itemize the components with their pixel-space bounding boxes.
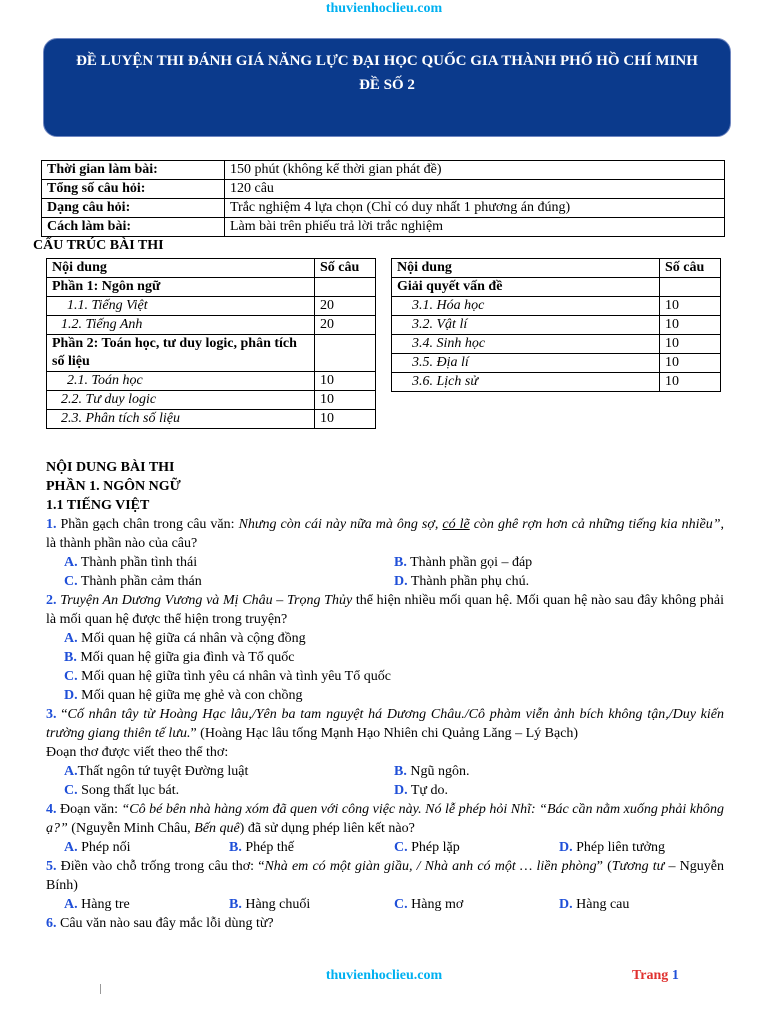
underlined-text: có lẽ — [442, 517, 470, 532]
exam-title: ĐỀ LUYỆN THI ĐÁNH GIÁ NĂNG LỰC ĐẠI HỌC QUỐC GIA THÀNH PHỐ HỒ CHÍ MINH — [76, 53, 698, 69]
table-row — [47, 372, 376, 391]
part-heading: Phần 1: Ngôn ngữ — [47, 278, 315, 297]
section-name: 3.6. Lịch sử — [392, 373, 660, 392]
col-header: Số câu — [660, 259, 721, 278]
question-count: 10 — [660, 373, 721, 392]
section-heading: 1.1 TIẾNG VIỆT — [46, 498, 150, 513]
col-header: Nội dung — [47, 259, 315, 278]
option-letter: C. — [64, 669, 78, 684]
question-text: ” ( — [596, 859, 612, 874]
question-number: 1. — [46, 517, 57, 532]
option-letter: B. — [229, 897, 242, 912]
question-count: 10 — [660, 335, 721, 354]
quoted-text: Truyện An Dương Vương và Mị Châu – Trọng Thủy — [56, 593, 353, 608]
option-d[interactable] — [559, 895, 724, 914]
info-value: 150 phút (không kể thời gian phát đề) — [225, 161, 725, 180]
table-row — [47, 391, 376, 410]
option-b[interactable] — [394, 762, 724, 781]
option-c[interactable] — [46, 667, 724, 686]
question-text: “ — [56, 707, 68, 722]
question-text: Điền vào chỗ trống trong câu thơ: “ — [56, 859, 265, 874]
quoted-text: Cố nhân tây từ Hoàng Hạc lâu,/Yên ba tam nguyệt há Dương Châu./Cô phàm viễn ảnh bích không tận,/Duy kiến trường giang thiên tế lưu. — [46, 707, 724, 741]
option-letter: B. — [64, 650, 77, 665]
question-text: thể hiện nhiều mối quan hệ. Mối quan hệ nào sau đây không phải là mối quan hệ được thể hiện trong truyện? — [46, 593, 724, 627]
question-text: – Nguyễn Bính) — [46, 859, 724, 893]
quoted-text: Nhà em có một giàn giầu, / Nhà anh có một … liền phòng — [264, 859, 597, 874]
option-letter: D. — [559, 897, 573, 912]
option-letter: A. — [64, 764, 78, 779]
part-heading: Giải quyết vấn đề — [392, 278, 660, 297]
question-text: Phần gạch chân trong câu văn: — [56, 517, 239, 532]
quoted-text: “Cô bé bên nhà hàng xóm đã quen với công việc này. Nó lễ phép hỏi Nhĩ: “Bác cần nằm xuống phải không ạ?” — [46, 802, 724, 836]
question-stem: Đoạn thơ được viết theo thể thơ: — [46, 745, 229, 760]
content-heading: NỘI DUNG BÀI THI — [46, 460, 175, 475]
table-row — [47, 410, 376, 429]
info-row — [42, 218, 725, 237]
option-text: Hàng mơ — [411, 897, 464, 912]
section-name: 1.1. Tiếng Việt — [47, 297, 315, 316]
option-text: Thành phần tình thái — [80, 555, 198, 570]
structure-table-right — [391, 258, 721, 392]
option-letter: A. — [64, 631, 78, 646]
option-a[interactable] — [64, 895, 229, 914]
options-row — [46, 553, 724, 572]
options-row — [46, 895, 724, 914]
question-text: ) đã sử dụng phép liên kết nào? — [239, 821, 415, 836]
option-letter: C. — [394, 840, 408, 855]
option-d[interactable] — [559, 838, 724, 857]
option-letter: D. — [394, 574, 408, 589]
question-2 — [46, 591, 724, 629]
option-a[interactable] — [64, 553, 394, 572]
info-label: Tổng số câu hỏi: — [42, 180, 225, 199]
section-name: 3.2. Vật lí — [392, 316, 660, 335]
option-b[interactable] — [394, 553, 724, 572]
question-3 — [46, 705, 724, 743]
options-row — [46, 781, 724, 800]
question-number: 5. — [46, 859, 57, 874]
options-row — [46, 762, 724, 781]
section-name: 3.4. Sinh học — [392, 335, 660, 354]
site-header: thuvienhoclieu.com — [325, 1, 443, 16]
option-c[interactable] — [64, 572, 394, 591]
info-label: Dạng câu hỏi: — [42, 199, 225, 218]
question-text: (Nguyễn Minh Châu, — [67, 821, 195, 836]
empty-cell — [315, 278, 376, 297]
question-text: Câu văn nào sau đây mắc lỗi dùng từ? — [56, 916, 274, 931]
option-text: Thành phần phụ chú. — [410, 574, 530, 589]
option-text: Hàng cau — [576, 897, 630, 912]
info-value: 120 câu — [225, 180, 725, 199]
table-header-row — [392, 259, 721, 278]
question-number: 6. — [46, 916, 57, 931]
option-c[interactable] — [394, 838, 559, 857]
table-row — [392, 316, 721, 335]
part-heading: PHẦN 1. NGÔN NGỮ — [46, 479, 181, 494]
option-text: Phép thế — [245, 840, 294, 855]
option-a[interactable] — [64, 838, 229, 857]
option-letter: C. — [64, 783, 78, 798]
option-text: Song thất lục bát. — [81, 783, 180, 798]
option-text: Phép nối — [81, 840, 131, 855]
question-text: ” (Hoàng Hạc lâu tống Mạnh Hạo Nhiên chi Quảng Lăng – Lý Bạch) — [190, 726, 579, 741]
table-header-row — [47, 259, 376, 278]
section-name: 3.5. Địa lí — [392, 354, 660, 373]
table-row — [47, 278, 376, 297]
option-text: Thành phần cảm thán — [80, 574, 202, 589]
option-b[interactable] — [46, 648, 724, 667]
page-number — [632, 968, 679, 984]
option-letter: B. — [394, 764, 407, 779]
question-6 — [46, 914, 724, 933]
option-c[interactable] — [394, 895, 559, 914]
info-row — [42, 161, 725, 180]
option-a[interactable] — [46, 629, 724, 648]
question-text: , là thành phần nào của câu? — [46, 517, 724, 551]
info-label: Cách làm bài: — [42, 218, 225, 237]
col-header: Nội dung — [392, 259, 660, 278]
question-4 — [46, 800, 724, 838]
option-text: Phép lặp — [411, 840, 460, 855]
option-letter: A. — [64, 897, 78, 912]
option-letter: C. — [394, 897, 408, 912]
quoted-text: Nhưng còn cái này nữa mà ông sợ, — [238, 517, 443, 532]
table-row — [392, 278, 721, 297]
question-count: 10 — [660, 297, 721, 316]
info-value: Làm bài trên phiếu trả lời trắc nghiệm — [225, 218, 725, 237]
option-text: Mối quan hệ giữa cá nhân và cộng đồng — [81, 631, 306, 646]
question-number: 3. — [46, 707, 57, 722]
question-text: Đoạn văn: — [56, 802, 122, 817]
option-text: Tự do. — [410, 783, 449, 798]
quoted-text: còn ghê rợn hơn cả những tiếng kia nhiều” — [469, 517, 721, 532]
option-letter: D. — [64, 688, 78, 703]
info-value: Trắc nghiệm 4 lựa chọn (Chỉ có duy nhất 1 phương án đúng) — [225, 199, 725, 218]
question-count: 20 — [315, 297, 376, 316]
section-name: 2.2. Tư duy logic — [47, 391, 315, 410]
section-name: 2.3. Phân tích số liệu — [47, 410, 315, 429]
exam-title-banner — [43, 38, 731, 137]
option-text: Thất ngôn tứ tuyệt Đường luật — [77, 764, 249, 779]
section-name: 3.1. Hóa học — [392, 297, 660, 316]
question-1 — [46, 515, 724, 553]
info-label: Thời gian làm bài: — [42, 161, 225, 180]
option-text: Mối quan hệ giữa mẹ ghẻ và con chồng — [81, 688, 303, 703]
option-letter: B. — [394, 555, 407, 570]
option-d[interactable] — [394, 572, 724, 591]
option-d[interactable] — [394, 781, 724, 800]
info-row — [42, 199, 725, 218]
options-row — [46, 572, 724, 591]
question-count: 10 — [660, 354, 721, 373]
page-label: Trang — [632, 968, 672, 983]
info-row — [42, 180, 725, 199]
option-text: Hàng chuối — [245, 897, 311, 912]
options-row — [46, 838, 724, 857]
empty-cell — [660, 278, 721, 297]
page-number-value: 1 — [671, 968, 679, 983]
part-heading: Phần 2: Toán học, tư duy logic, phân tích số liệu — [47, 335, 315, 372]
empty-cell — [315, 335, 376, 372]
table-row — [47, 316, 376, 335]
question-number: 2. — [46, 593, 57, 608]
section-name: 1.2. Tiếng Anh — [47, 316, 315, 335]
option-text: Thành phần gọi – đáp — [410, 555, 533, 570]
option-a[interactable] — [64, 762, 394, 781]
option-letter: A. — [64, 555, 78, 570]
table-row — [392, 373, 721, 392]
structure-heading: CẤU TRÚC BÀI THI — [33, 238, 164, 253]
table-row — [392, 297, 721, 316]
table-row — [392, 354, 721, 373]
question-5 — [46, 857, 724, 895]
option-text: Mối quan hệ giữa tình yêu cá nhân và tình yêu Tổ quốc — [81, 669, 391, 684]
question-count: 10 — [315, 391, 376, 410]
exam-content — [46, 458, 724, 933]
option-text: Mối quan hệ giữa gia đình và Tổ quốc — [80, 650, 295, 665]
question-count: 10 — [315, 410, 376, 429]
option-b[interactable] — [229, 895, 394, 914]
quoted-text: Bến quê — [194, 821, 240, 836]
option-letter: A. — [64, 840, 78, 855]
option-b[interactable] — [229, 838, 394, 857]
question-count: 10 — [660, 316, 721, 335]
site-footer: thuvienhoclieu.com — [325, 968, 443, 983]
option-letter: B. — [229, 840, 242, 855]
question-count: 20 — [315, 316, 376, 335]
question-count: 10 — [315, 372, 376, 391]
exam-number: ĐỀ SỐ 2 — [359, 77, 415, 93]
option-text: Phép liên tưởng — [576, 840, 665, 855]
table-row — [47, 335, 376, 372]
option-letter: D. — [559, 840, 573, 855]
option-c[interactable] — [64, 781, 394, 800]
col-header: Số câu — [315, 259, 376, 278]
option-letter: C. — [64, 574, 78, 589]
table-row — [47, 297, 376, 316]
option-text: Ngũ ngôn. — [410, 764, 470, 779]
quoted-text: Tương tư — [611, 859, 665, 874]
structure-table-left — [46, 258, 376, 429]
exam-info-table — [41, 160, 725, 237]
question-number: 4. — [46, 802, 57, 817]
table-row — [392, 335, 721, 354]
option-d[interactable] — [46, 686, 724, 705]
option-letter: D. — [394, 783, 408, 798]
page-marker — [100, 984, 101, 994]
option-text: Hàng tre — [81, 897, 130, 912]
section-name: 2.1. Toán học — [47, 372, 315, 391]
